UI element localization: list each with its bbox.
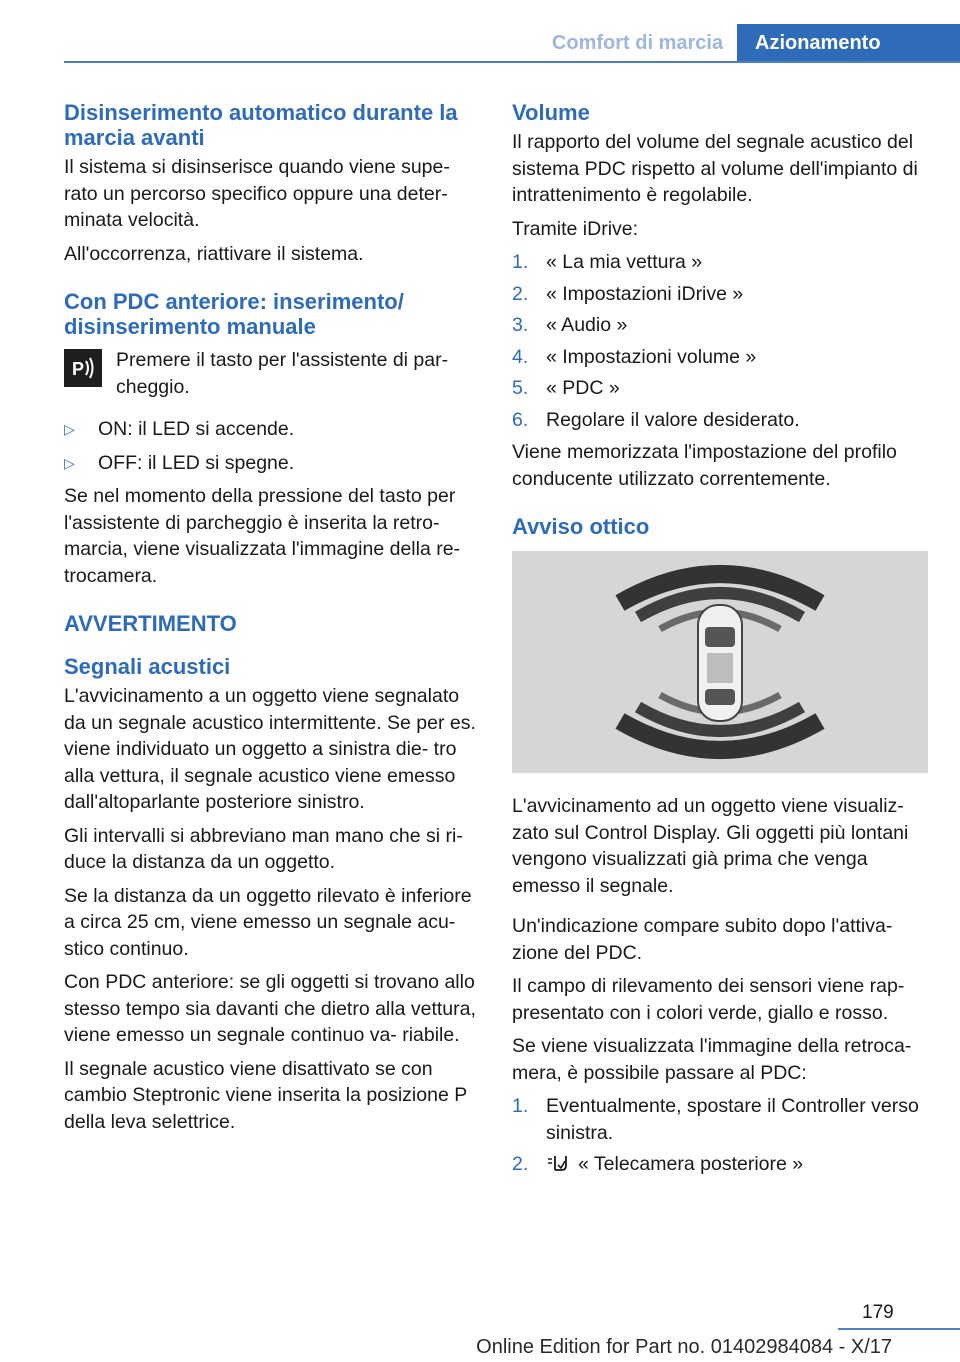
paragraph: Un'indicazione compare subito dopo l'attiva- zione del PDC. [512,915,893,964]
warning-heading: AVVERTIMENTO [64,611,237,636]
paragraph: Tramite iDrive: [512,217,639,240]
left-column [64,100,478,1142]
icon-instruction-text: Premere il tasto per l'assistente di par- cheggio. [116,349,449,398]
camera-steps-list [512,1093,928,1178]
edition-text: Online Edition for Part no. 01402984084 - X/17 [476,1336,892,1358]
heading-volume: Volume [512,100,590,125]
paragraph: Il rapporto del volume del segnale acustico del sistema PDC rispetto al volume dell'impianto di intrattenimento è regolabile. [512,131,918,206]
step-number: 1. [512,251,529,273]
list-item [512,249,928,276]
list-item [512,1151,928,1178]
list-item [512,1093,928,1146]
list-item [64,450,478,477]
paragraph: L'avvicinamento ad un oggetto viene visualiz- zato sul Control Display. Gli oggetti più lontani vengono visualizzati già prima che venga emesso il segnale. [512,795,909,897]
bullet-text: ON: il LED si accende. [98,418,295,440]
step-text: « Telecamera posteriore » [578,1153,804,1175]
triangle-bullet-icon: ▷ [64,454,75,471]
paragraph: Viene memorizzata l'impostazione del profilo conducente utilizzato correntemente. [512,441,897,490]
paragraph: Il sistema si disinserisce quando viene supe- rato un percorso specifico oppure una deter- minata velocità. [64,156,450,231]
paragraph: Il segnale acustico viene disattivato se con cambio Steptronic viene inserita la posizione P della leva selettrice. [64,1057,467,1133]
paragraph: Se nel momento della pressione del tasto per l'assistente di parcheggio è inserita la retro- marcia, viene visualizzata l'immagine della re- trocamera. [64,485,461,587]
car-sensor-arcs-icon [512,551,928,773]
paragraph: Con PDC anteriore: se gli oggetti si trovano allo stesso tempo sia davanti che dietro alla vettura, viene emesso un segnale continuo va- riabile. [64,971,476,1046]
step-number: 3. [512,314,529,336]
step-text: Eventualmente, spostare il Controller verso sinistra. [546,1095,919,1144]
step-text: « PDC » [546,377,620,399]
list-item [512,344,928,371]
list-item [512,375,928,402]
pdc-button-instruction [64,347,478,400]
step-text: « Impostazioni iDrive » [546,282,744,305]
bullet-text: OFF: il LED si spegne. [98,451,295,474]
page-number: 179 [862,1302,894,1323]
step-text: « Impostazioni volume » [546,345,757,368]
page-footer [0,1302,960,1362]
page-header [0,0,960,64]
step-number: 2. [512,282,529,305]
triangle-bullet-icon: ▷ [64,421,75,437]
heading-pdc-anteriore: Con PDC anteriore: inserimento/ disinserimento manuale [64,289,404,339]
step-number: 5. [512,377,529,399]
tab-azionamento[interactable]: Azionamento [737,24,960,62]
idrive-steps-list [512,249,928,433]
step-number: 4. [512,345,529,368]
right-column [512,100,928,1184]
footer-divider [838,1328,960,1330]
heading-disinserimento-automatico: Disinserimento automatico durante la marcia avanti [64,100,458,150]
tab-comfort-di-marcia[interactable]: Comfort di marcia [551,32,724,54]
paragraph: All'occorrenza, riattivare il sistema. [64,242,364,265]
rear-camera-icon [546,1153,568,1173]
paragraph: L'avvicinamento a un oggetto viene segnalato da un segnale acustico intermittente. Se per es. viene individuato un oggetto a sinistra die- tro alla vettura, il segnale acustico viene emesso dall'altoparlante posteriore sinistro. [64,685,476,813]
paragraph: Gli intervalli si abbreviano man mano che si ri- duce la distanza da un oggetto. [64,824,463,873]
step-text-with-icon [546,1151,803,1178]
list-item [64,416,478,443]
step-number: 2. [512,1153,529,1175]
paragraph: Se viene visualizzata l'immagine della retroca- mera, è possibile passare al PDC: [512,1035,912,1084]
step-text: Regolare il valore desiderato. [546,408,800,431]
heading-avviso-ottico: Avviso ottico [512,514,650,539]
list-item [512,281,928,308]
step-text: « Audio » [546,314,628,336]
step-number: 6. [512,408,529,431]
list-item [512,312,928,339]
paragraph: Se la distanza da un oggetto rilevato è inferiore a circa 25 cm, viene emesso un segnale acu- stico continuo. [64,884,472,960]
parking-assistant-icon [64,349,102,387]
list-item [512,407,928,434]
paragraph: Il campo di rilevamento dei sensori viene rap- presentato con i colori verde, giallo e rosso. [512,975,905,1024]
pdc-display-illustration [512,551,928,773]
step-text: « La mia vettura » [546,251,703,273]
step-number: 1. [512,1095,529,1117]
heading-segnali-acustici: Segnali acustici [64,654,231,679]
svg-text:P: P [72,359,85,379]
header-divider [64,61,960,63]
